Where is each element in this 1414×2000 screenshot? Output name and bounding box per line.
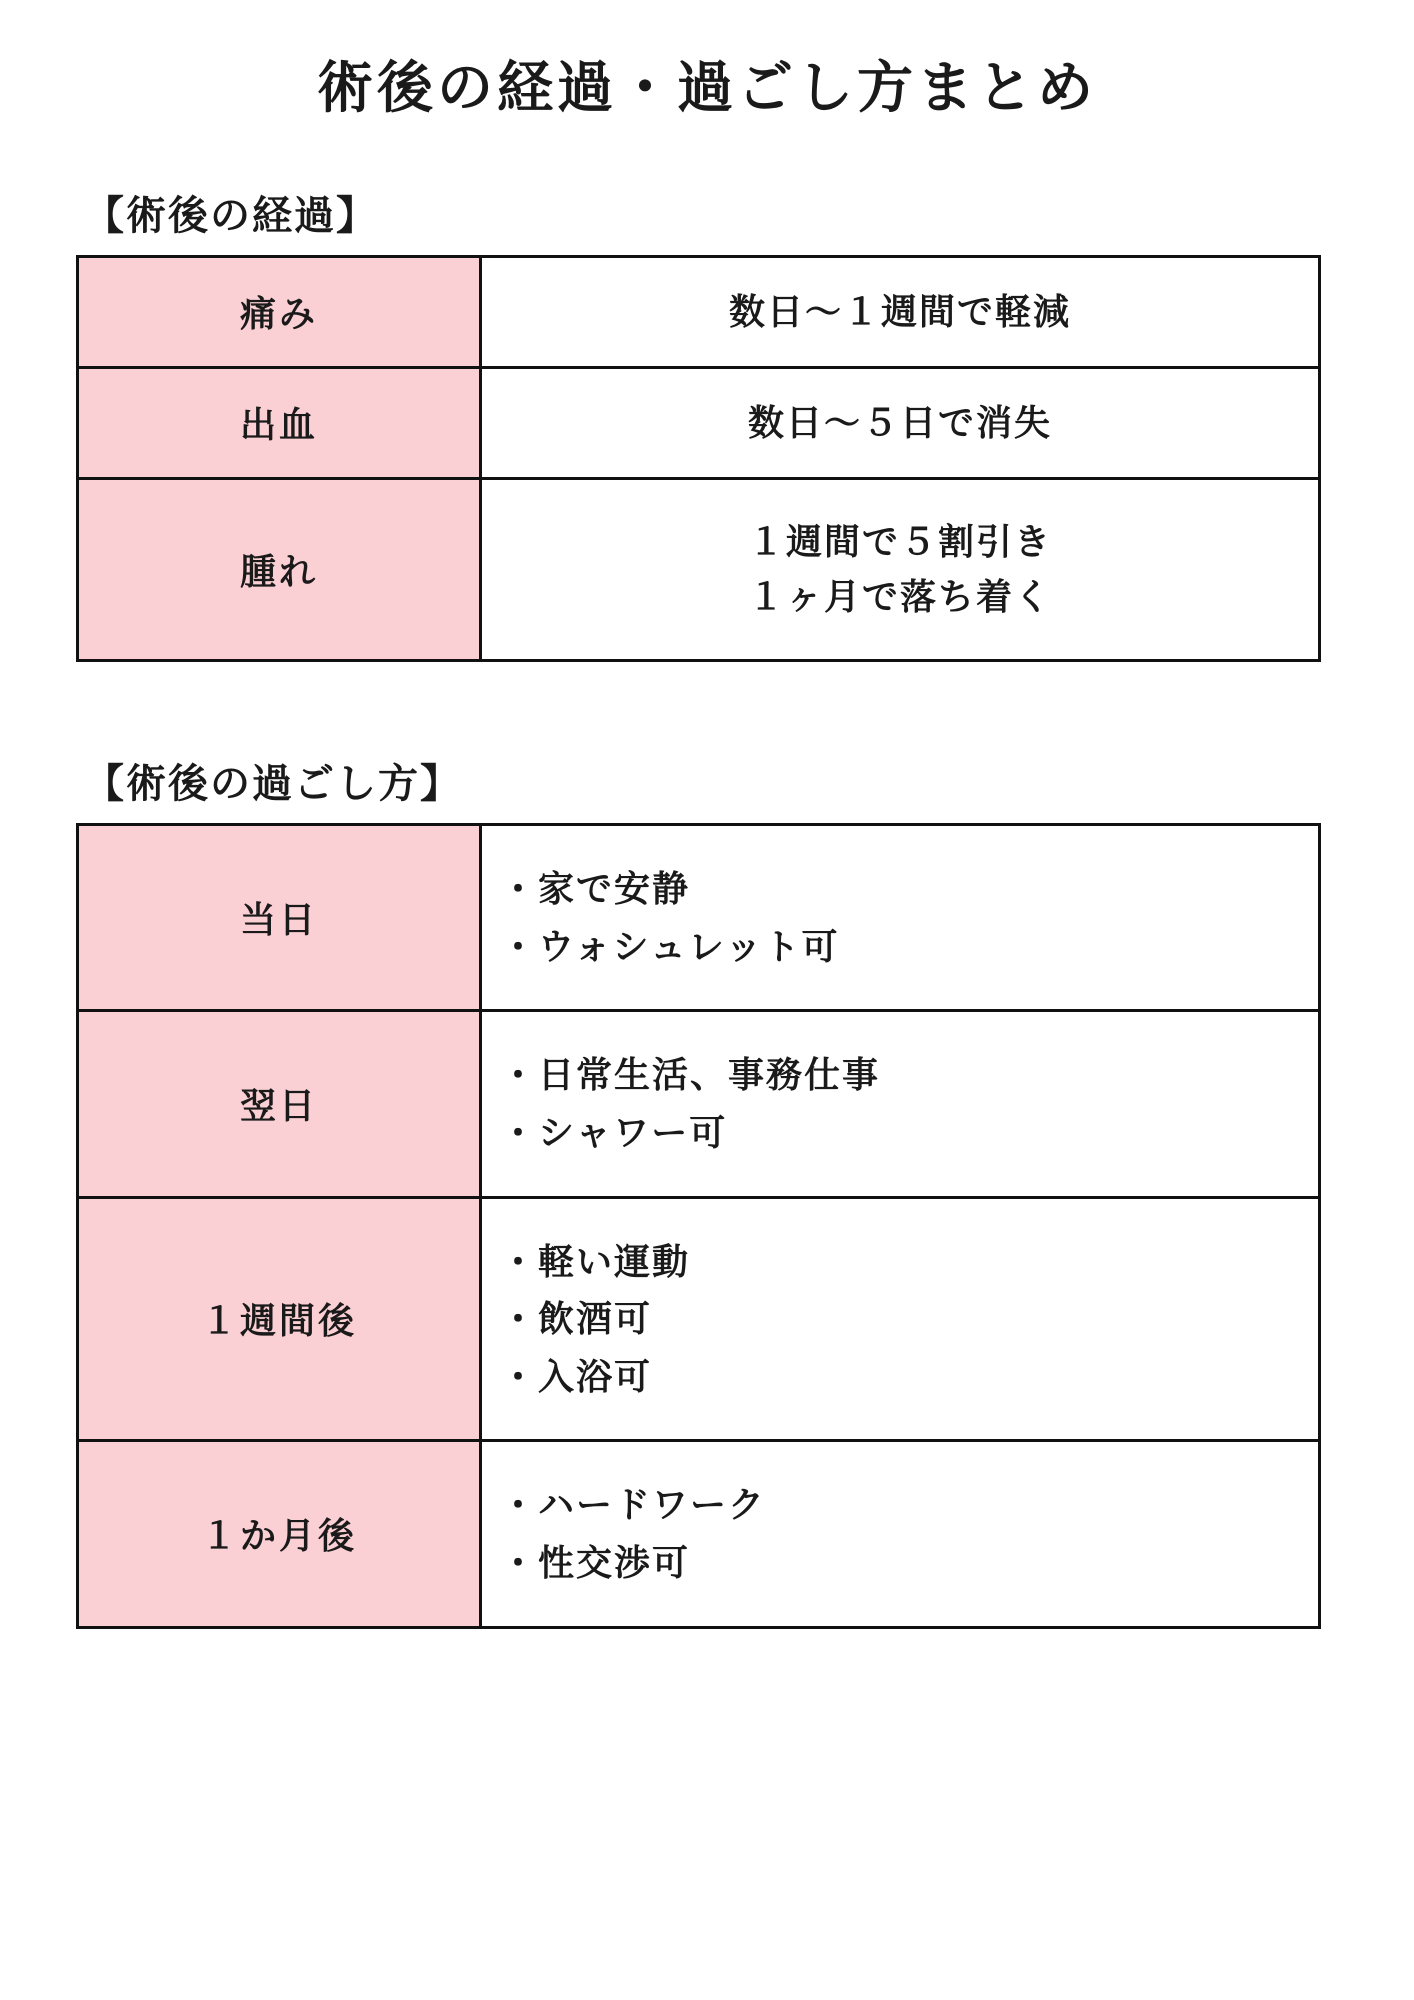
value-line: ・シャワー可 bbox=[500, 1111, 728, 1153]
table-row bbox=[78, 1011, 1320, 1197]
value-line: １週間で５割引き bbox=[747, 520, 1052, 562]
post-op-course-table bbox=[76, 255, 1321, 662]
row-label: 腫れ bbox=[78, 478, 481, 661]
value-line: １ヶ月で落ち着く bbox=[747, 576, 1052, 618]
row-value bbox=[481, 478, 1320, 661]
table-row bbox=[78, 1197, 1320, 1441]
table-row bbox=[78, 367, 1320, 478]
row-value bbox=[481, 367, 1320, 478]
table-row bbox=[78, 1441, 1320, 1627]
row-value bbox=[481, 1197, 1320, 1441]
table-row bbox=[78, 257, 1320, 368]
row-value bbox=[481, 257, 1320, 368]
row-value bbox=[481, 825, 1320, 1011]
row-label: 出血 bbox=[78, 367, 481, 478]
row-label: 翌日 bbox=[78, 1011, 481, 1197]
row-value bbox=[481, 1441, 1320, 1627]
value-line: ・性交渉可 bbox=[500, 1541, 691, 1583]
value-line: ・入浴可 bbox=[500, 1355, 653, 1397]
page-title: 術後の経過・過ごし方まとめ bbox=[317, 56, 1097, 119]
value-line: ・ウォシュレット可 bbox=[500, 925, 840, 967]
value-line: ・家で安静 bbox=[500, 868, 691, 910]
value-line: ・飲酒可 bbox=[500, 1298, 653, 1340]
section-heading: 【術後の過ごし方】 bbox=[84, 762, 462, 807]
table-row bbox=[78, 478, 1320, 661]
row-label: １か月後 bbox=[78, 1441, 481, 1627]
value-line: 数日〜１週間で軽減 bbox=[728, 291, 1071, 332]
value-line: ・ハードワーク bbox=[500, 1484, 767, 1526]
row-label: １週間後 bbox=[78, 1197, 481, 1441]
row-value bbox=[481, 1011, 1320, 1197]
value-line: 数日〜５日で消失 bbox=[747, 401, 1052, 443]
row-label: 当日 bbox=[78, 825, 481, 1011]
section-post-op-lifestyle bbox=[70, 752, 1344, 1628]
value-line: ・日常生活、事務仕事 bbox=[500, 1054, 881, 1096]
section-heading: 【術後の経過】 bbox=[84, 194, 378, 238]
post-op-lifestyle-table bbox=[76, 823, 1321, 1628]
row-label: 痛み bbox=[78, 257, 481, 368]
section-post-op-course bbox=[70, 184, 1344, 662]
table-row bbox=[78, 825, 1320, 1011]
value-line: ・軽い運動 bbox=[500, 1240, 691, 1282]
